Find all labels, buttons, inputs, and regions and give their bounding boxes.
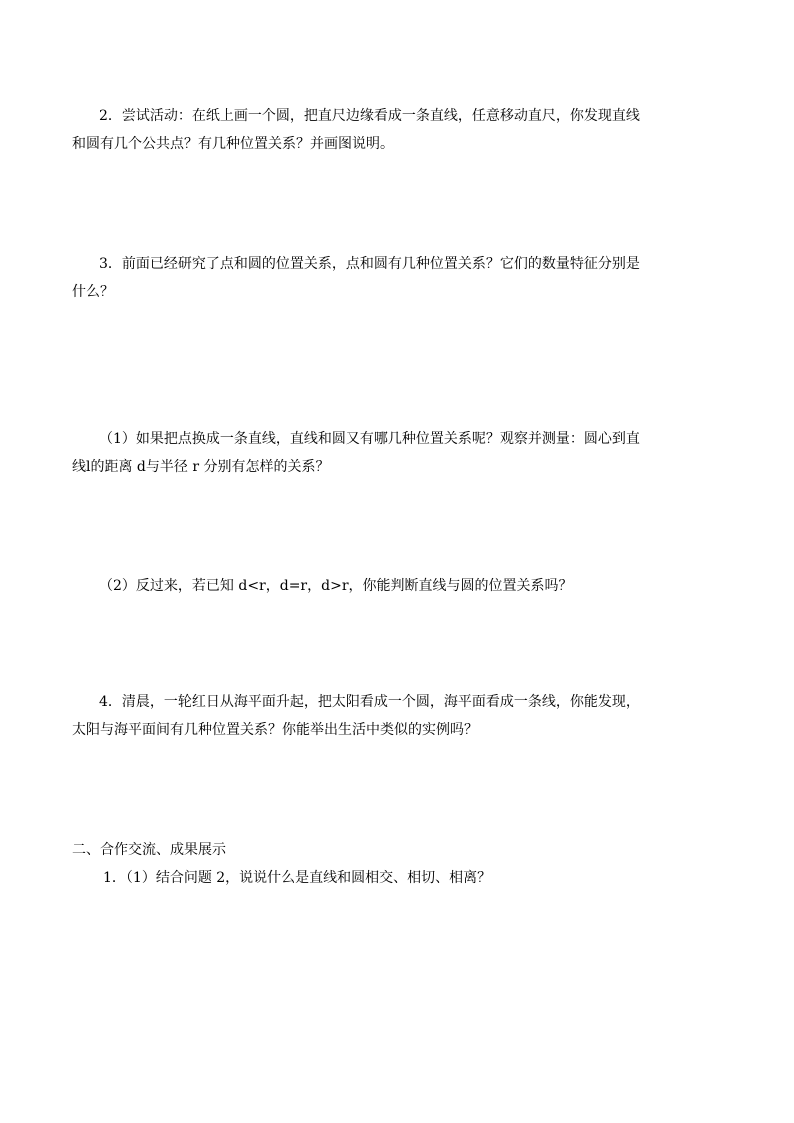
section-2-heading: 二、合作交流、成果展示 [72, 842, 226, 858]
question-3-sub-1-line-2: 线l的距离 d与半径 r 分别有怎样的关系？ [72, 459, 330, 475]
section-2-item-1: 1．（1）结合问题 2，说说什么是直线和圆相交、相切、相离？ [103, 870, 492, 886]
question-2-line-1: 2．尝试活动：在纸上画一个圆，把直尺边缘看成一条直线，任意移动直尺，你发现直线 [99, 108, 640, 124]
question-2-line-2: 和圆有几个公共点？有几种位置关系？并画图说明。 [72, 136, 394, 152]
question-3-sub-2-line-1: （2）反过来，若已知 d<r，d=r，d>r，你能判断直线与圆的位置关系吗？ [99, 578, 573, 594]
question-3-line-2: 什么？ [72, 284, 114, 300]
question-4-line-1: 4．清晨，一轮红日从海平面升起，把太阳看成一个圆，海平面看成一条线，你能发现， [99, 694, 640, 710]
question-4-line-2: 太阳与海平面间有几种位置关系？你能举出生活中类似的实例吗？ [72, 722, 478, 738]
question-3-sub-1-line-1: （1）如果把点换成一条直线，直线和圆又有哪几种位置关系呢？观察并测量：圆心到直 [99, 431, 640, 447]
question-3-line-1: 3．前面已经研究了点和圆的位置关系，点和圆有几种位置关系？它们的数量特征分别是 [99, 256, 640, 272]
